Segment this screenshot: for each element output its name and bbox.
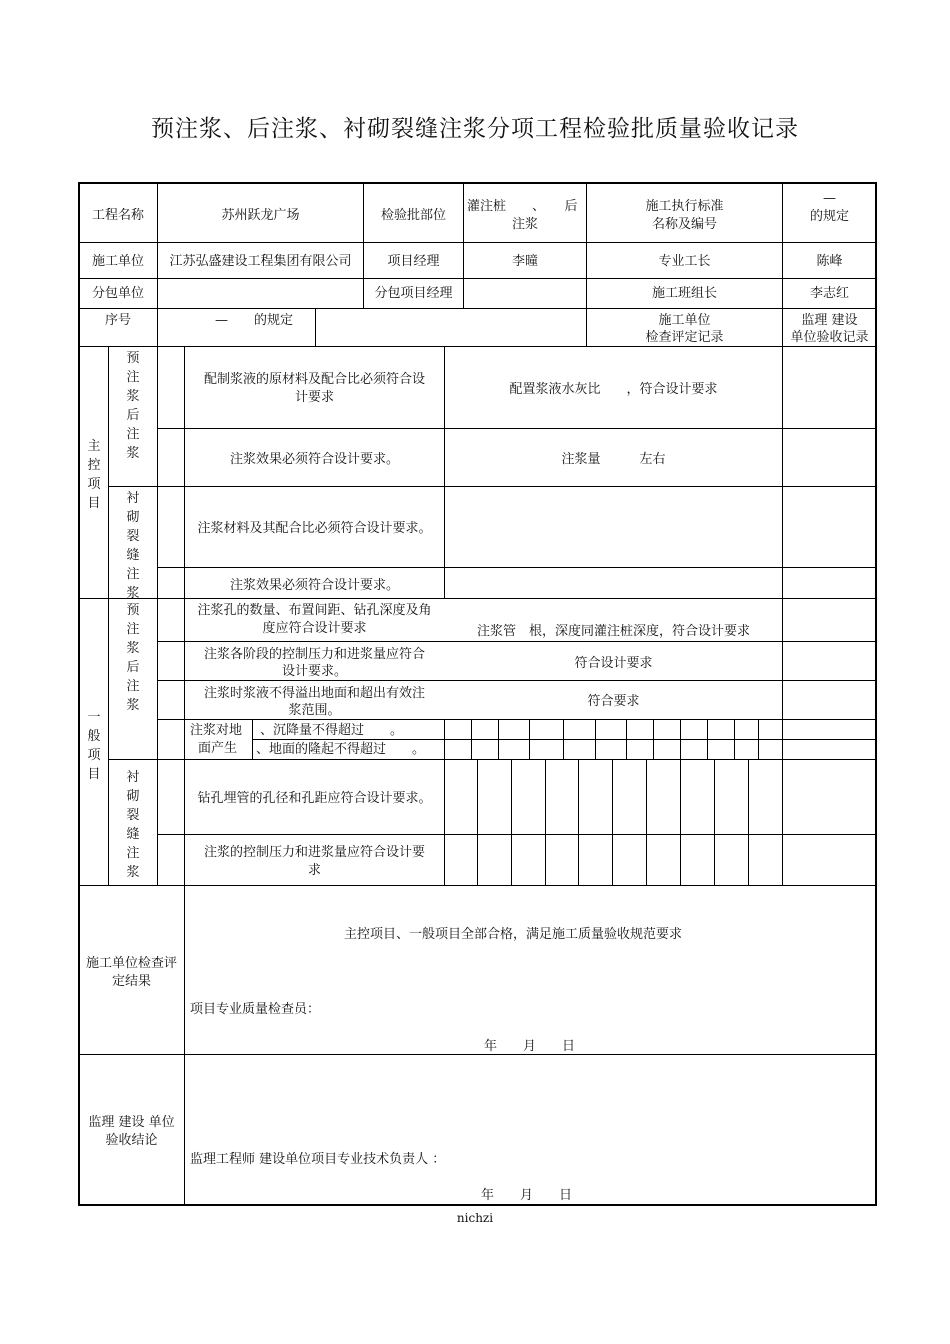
- general-item4-heave: 、地面的隆起不得超过 。: [256, 742, 426, 757]
- pm-value: 李曈: [511, 254, 538, 269]
- main-item3: 注浆材料及其配合比必须符合设计要求。: [197, 521, 432, 536]
- general-item6-line1: 注浆的控制压力和进浆量应符合设计要: [203, 845, 425, 860]
- general-pre-grout-label: 预 注 浆 后 注 浆: [126, 603, 140, 713]
- quality-inspector-label: 项目专业质量检查员：: [190, 1002, 321, 1017]
- grid-cell-line: [646, 759, 647, 885]
- col-divider: [108, 346, 109, 885]
- team-leader-value: 李志红: [809, 286, 849, 301]
- supervision-label-line2: 验收结论: [105, 1133, 158, 1148]
- grid-cell-line: [680, 719, 681, 759]
- general-item1-result: 注浆管 根，深度同灌注桩深度，符合设计要求: [476, 624, 750, 639]
- general-item4-left1: 注浆对地: [190, 723, 243, 738]
- project-name-label: 工程名称: [91, 208, 144, 223]
- batch-part-line2: 注浆: [511, 217, 538, 232]
- general-item4-settlement: 、沉降量不得超过 。: [260, 723, 404, 738]
- supervision-signers: 监理工程师 建设单位项目专业技术负责人 ：: [190, 1152, 446, 1167]
- row-divider: [108, 486, 876, 487]
- main-item1-result: 配置浆液水灰比 ，符合设计要求: [509, 382, 718, 397]
- general-label: 一 般 项 目: [87, 710, 101, 782]
- row-divider: [157, 834, 876, 835]
- grid-cell-line: [707, 719, 708, 759]
- eval-label-line2: 检查评定记录: [645, 330, 724, 345]
- general-item3-result: 符合要求: [587, 694, 640, 709]
- contractor-eval-conclusion: 主控项目、一般项目全部合格，满足施工质量验收规范要求: [344, 927, 683, 942]
- standard-label-line2: 名称及编号: [651, 217, 717, 232]
- grid-cell-line: [758, 719, 759, 759]
- contractor-label: 施工单位: [91, 254, 144, 269]
- grid-cell-line: [563, 719, 564, 759]
- contractor-value: 江苏弘盛建设工程集团有限公司: [169, 254, 352, 269]
- general-item5: 钻孔埋管的孔径和孔距应符合设计要求。: [197, 791, 432, 806]
- general-item1-line1: 注浆孔的数量、布置间距、钻孔深度及角: [197, 603, 432, 618]
- batch-part-line1: 灌注桩 、 后: [467, 199, 578, 214]
- main-pre-grout-label: 预 注 浆 后 注 浆: [126, 351, 140, 461]
- col-divider: [252, 719, 253, 759]
- row-divider: [79, 1054, 876, 1055]
- general-item2-line2: 设计要求。: [281, 664, 347, 679]
- col-divider: [463, 184, 464, 308]
- row-divider: [79, 308, 876, 309]
- seq-label: 序号: [104, 313, 131, 328]
- grid-cell-line: [529, 719, 530, 759]
- row-divider: [108, 759, 876, 760]
- general-item4-left2: 面产生: [198, 741, 238, 756]
- col-divider: [184, 346, 185, 1206]
- grid-cell-line: [653, 719, 654, 759]
- supervision-label-line2: 单位验收记录: [790, 330, 869, 345]
- col-divider: [157, 346, 158, 885]
- row-divider: [79, 278, 876, 279]
- grid-cell-line: [714, 759, 715, 885]
- general-item2-result: 符合设计要求: [574, 656, 653, 671]
- supervision-label-line1: 监理 建设: [801, 313, 858, 328]
- row-divider: [79, 885, 876, 886]
- subcontractor-label: 分包单位: [91, 286, 144, 301]
- row-divider: [157, 428, 876, 429]
- sub-pm-label: 分包项目经理: [374, 286, 453, 301]
- grid-cell-line: [498, 719, 499, 759]
- supervision-label-line1: 监理 建设 单位: [88, 1115, 175, 1130]
- main-lining-label: 衬 砌 裂 缝 注 浆: [126, 491, 140, 601]
- col-divider: [444, 719, 445, 885]
- grid-cell-line: [477, 759, 478, 885]
- general-item6-line2: 求: [307, 863, 321, 878]
- standard-value-line2: 的规定: [809, 209, 849, 224]
- footer-text: nichzi: [456, 1211, 494, 1225]
- foreman-value: 陈峰: [816, 254, 843, 269]
- grid-cell-line: [545, 759, 546, 885]
- grid-cell-line: [748, 759, 749, 885]
- main-item4: 注浆效果必须符合设计要求。: [229, 578, 399, 593]
- general-lining-label: 衬 砌 裂 缝 注 浆: [126, 770, 140, 880]
- main-control-label: 主 控 项 目: [87, 439, 101, 511]
- main-item1-line1: 配制浆液的原材料及配合比必须符合设: [203, 372, 425, 387]
- row-divider: [157, 641, 876, 642]
- contractor-eval-label-line2: 定结果: [111, 974, 151, 989]
- grid-cell-line: [595, 719, 596, 759]
- grid-cell-line: [578, 759, 579, 885]
- team-leader-label: 施工班组长: [651, 286, 717, 301]
- main-item2: 注浆效果必须符合设计要求。: [229, 452, 399, 467]
- main-item1-line2: 计要求: [294, 390, 334, 405]
- batch-part-label: 检验批部位: [380, 208, 446, 223]
- grid-cell-line: [734, 719, 735, 759]
- grid-cell-line: [612, 759, 613, 885]
- eval-label-line1: 施工单位: [658, 313, 711, 328]
- seq-spec: — 的规定: [215, 313, 294, 328]
- general-item3-line2: 浆范围。: [288, 703, 341, 718]
- general-item3-line1: 注浆时浆液不得溢出地面和超出有效注: [203, 686, 425, 701]
- standard-label-line1: 施工执行标准: [645, 199, 724, 214]
- grid-cell-line: [471, 719, 472, 759]
- row-divider: [79, 598, 876, 599]
- supervision-date: 年 月 日: [481, 1188, 573, 1203]
- grid-cell-line: [680, 759, 681, 885]
- col-divider: [315, 308, 316, 346]
- grid-cell-line: [626, 719, 627, 759]
- page-title: 预注浆、后注浆、衬砌裂缝注浆分项工程检验批质量验收记录: [151, 116, 799, 142]
- standard-value-line1: —: [823, 191, 836, 206]
- row-divider: [157, 567, 876, 568]
- foreman-label: 专业工长: [658, 254, 711, 269]
- general-item2-line1: 注浆各阶段的控制压力和进浆量应符合: [203, 647, 425, 662]
- grid-cell-line: [511, 759, 512, 885]
- contractor-eval-label-line1: 施工单位检查评: [85, 956, 177, 971]
- project-name-value: 苏州跃龙广场: [221, 208, 300, 223]
- pm-label: 项目经理: [387, 254, 440, 269]
- contractor-eval-date: 年 月 日: [484, 1039, 576, 1054]
- row-divider: [79, 242, 876, 243]
- main-item2-result: 注浆量 左右: [561, 452, 666, 467]
- general-item1-line2: 度应符合设计要求: [262, 621, 367, 636]
